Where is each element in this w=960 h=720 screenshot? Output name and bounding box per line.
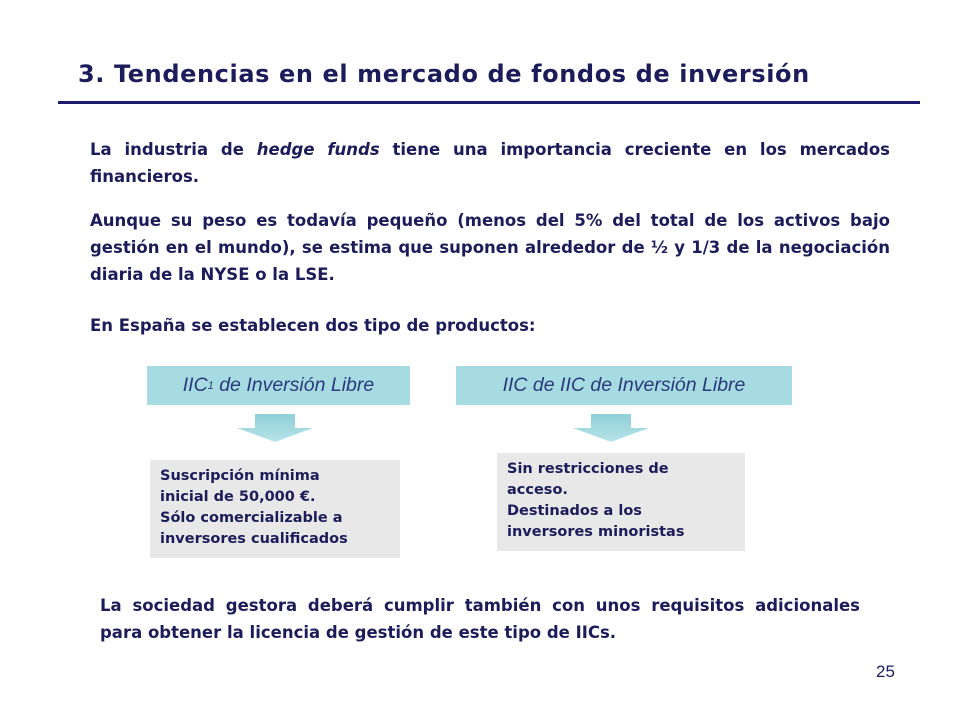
detail-box-qualified-investors (150, 460, 400, 558)
detail2-line: Sin restricciones de (507, 461, 669, 477)
detail-box-retail-investors (497, 453, 745, 551)
paragraph-hedge-funds-importance (90, 136, 890, 190)
detail1-line: Suscripción mínima (160, 468, 320, 484)
paragraph-products-intro: En España se establecen dos tipo de productos: (90, 316, 536, 335)
product1-label-after: de Inversión Libre (213, 374, 375, 396)
detail2-line: acceso. (507, 482, 568, 498)
product-box-iic-de-iic (456, 366, 792, 405)
detail1-line: Sólo comercializable a (160, 510, 343, 526)
down-arrow-icon (573, 414, 649, 442)
detail2-line: Destinados a los (507, 503, 642, 519)
down-arrow-icon (237, 414, 313, 442)
detail1-line: inicial de 50,000 €. (160, 489, 316, 505)
paragraph-market-weight: Aunque su peso es todavía pequeño (menos del 5% del total de los activos bajo gestión en el mundo), se estima que suponen alrededor de ½ y 1/3 de la negociación diaria de la NYSE o la LSE. (90, 211, 890, 284)
product1-footnote: 1 (207, 379, 214, 392)
slide-title: 3. Tendencias en el mercado de fondos de inversión (78, 60, 810, 88)
paragraph-management-requirements: La sociedad gestora deberá cumplir también con unos requisitos adicionales para obtener la licencia de gestión de este tipo de IICs. (100, 596, 860, 642)
title-underline (58, 101, 920, 104)
product2-label: IIC de IIC de Inversión Libre (502, 374, 746, 396)
paragraph1-after: tiene una importancia creciente en los mercados financieros. (90, 140, 890, 186)
paragraph1-italic-term: hedge funds (256, 140, 380, 159)
paragraph1-before: La industria de (90, 140, 257, 159)
product1-label-before: IIC (182, 374, 208, 396)
page-number: 25 (876, 662, 895, 681)
detail2-line: inversores minoristas (507, 524, 685, 540)
product-box-iic-inversion-libre (147, 366, 410, 405)
detail1-line: inversores cualificados (160, 531, 348, 547)
